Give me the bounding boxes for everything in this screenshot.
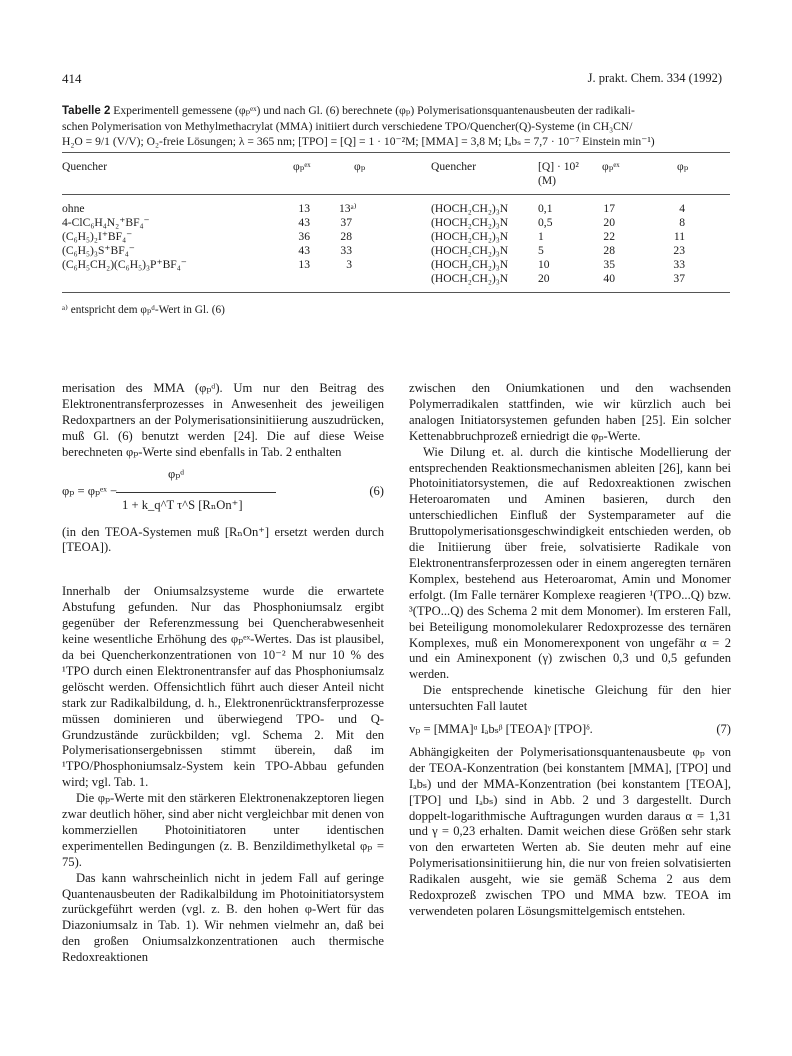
paragraph: zwischen den Oniumkationen und den wachsenden Polymerradikalen stattfinden, wie wir kürzlich auch bei analogen Initiatorsystemen gefunden haben [25]. Ein solcher Kettenabbruchprozeß erniedrigt die φₚ-Werte. [409,381,731,443]
eq6-number: (6) [369,483,384,498]
eq6-lhs: φₚ = φₚᵉˣ − [62,483,118,498]
table-cell: 20 [538,272,550,285]
table-cell: 13 [298,258,310,271]
table-cell: (C₆H₅)₃S⁺BF₄⁻ [62,244,135,257]
header-quencher-2: Quencher [431,160,477,173]
left-column [62,381,384,966]
table-cell: 36 [298,230,310,243]
table-cell: 23 [673,244,685,257]
eq6-fraction-bar [116,492,276,493]
table-cell: 0,5 [538,216,553,229]
table-cell: 43 [298,216,310,229]
table-cell: 33 [340,244,352,257]
table-cell: 20 [603,216,615,229]
table-cell: 4-ClC₆H₄N₂⁺BF₄⁻ [62,216,150,229]
header-phi-p-2: φₚ [677,160,689,173]
page-number: 414 [62,71,82,86]
table-cell: 37 [340,216,352,229]
paragraph: Die φₚ-Werte mit den stärkeren Elektronenakzeptoren liegen zwar deutlich höher, sind aber nicht vergleichbar mit denen von kommerziellen Photoinitiatoren unter identischen experimentellen Bedingungen (z. B. Benzildimethylketal φₚ = 75). [62,791,384,869]
table-cell: 3 [346,258,352,271]
section-gap [62,556,384,584]
table-cell: (C₆H₅)₂I⁺BF₄⁻ [62,230,133,243]
table-header-rule [62,194,730,195]
table-cell: 13 [298,202,310,215]
table-cell: ohne [62,202,85,215]
equation-7 [409,722,731,738]
eq6-denominator: 1 + k_q^T τ^S [RₙOn⁺] [122,497,243,512]
header-phi-ex: φₚᵉˣ [293,160,311,173]
table-cell: 28 [340,230,352,243]
table-cell: (HOCH₂CH₂)₃N [431,216,509,229]
right-column [409,381,731,920]
table-caption [62,103,730,149]
header-q-conc-unit: (M) [538,174,557,187]
table-cell: 11 [673,230,685,243]
paragraph: (in den TEOA-Systemen muß [RₙOn⁺] ersetzt werden durch [TEOA]). [62,524,384,555]
table-cell: 0,1 [538,202,553,215]
journal-reference: J. prakt. Chem. 334 (1992) [587,71,722,85]
paragraph: Wie Dilung et. al. durch die kintische Modellierung der entsprechenden Reaktionsmechanismen ableiten [26], kann bei Photoinitiatorsystemen, die auf Redoxreaktionen zwischen Heteroaromaten und Aminen basieren, durch den unterschiedlichen Einfluß der Systemparameter auf die Bruttopolymerisationsgeschwindigkeit entschieden werden, ob die Initiierung über freie, solvatisierte Radikale von Elektronentransferprozessen oder in einem angeregten ternären Komplex, bestehend aus Heteroaromat, Amin und Monomer erfolgt. (Im Falle ternärer Komplexe reagieren ¹(TPO...Q) bzw. ³(TPO...Q) des Schema 2 mit dem Monomer). Im ersteren Fall, bei Beteiligung monomolekularer Redoxprozesse des ternären Komplexes, muß ein Monomerexponent von ungefähr α = 2 und ein Aminexponent (γ) zwischen 0,3 und 0,5 gefunden werden. [409,444,731,682]
paragraph: merisation des MMA (φₚᵈ). Um nur den Beitrag des Elektronentransferprozesses in Anwesenheit des jeweiligen Redoxpartners an der Polymerisationsinitiierung auszudrücken, muß Gl. (6) benutzt werden [24]. Die auf diese Weise berechneten φₚ-Werte sind ebenfalls in Tab. 2 enthalten [62,381,384,459]
table-cell: 17 [603,202,615,215]
table-cell: 35 [603,258,615,271]
caption-line-1: Experimentell gemessene (φₚᵉˣ) und nach Gl. (6) berechnete (φₚ) Polymerisationsquantenausbeuten der radikali- [113,104,635,117]
table-cell: (HOCH₂CH₂)₃N [431,244,509,257]
table-bottom-rule [62,292,730,293]
table-cell: 37 [673,272,685,285]
paragraph: Das kann wahrscheinlich nicht in jedem Fall auf geringe Quantenausbeuten der Radikalbildung im Photoinitiatorsystem zurückgeführt werden (vgl. z. B. den hohen φ-Wert für das Diazoniumsalz in Tab. 1). Wir nehmen vielmehr an, daß bei den großen Oniumsalzkonzentrationen auch thermische Redoxreaktionen [62,870,384,965]
table-footnote: ᵃ⁾ entspricht dem φₚᵈ-Wert in Gl. (6) [62,304,225,316]
table-cell: 1 [538,230,544,243]
caption-line-2: schen Polymerisation von Methylmethacrylat (MMA) initiiert durch verschiedene TPO/Quencher(Q)-Systeme (in CH₃CN/ [62,120,633,133]
table-cell: (HOCH₂CH₂)₃N [431,202,509,215]
equation-6 [62,467,384,519]
table-cell: 43 [298,244,310,257]
table-cell: (HOCH₂CH₂)₃N [431,230,509,243]
table-cell: 22 [603,230,615,243]
caption-line-3: H₂O = 9/1 (V/V); O₂-freie Lösungen; λ = 365 nm; [TPO] = [Q] = 1 · 10⁻²M; [MMA] = 3,8 M; Iₐbₛ = 7,7 · 10⁻⁷ Einstein min⁻¹) [62,135,655,148]
table-cell: (HOCH₂CH₂)₃N [431,272,509,285]
table-top-rule [62,152,730,153]
table-cell: 4 [679,202,685,215]
table-cell: 5 [538,244,544,257]
table-cell: 8 [679,216,685,229]
table-cell: 33 [673,258,685,271]
header-phi-ex-2: φₚᵉˣ [602,160,620,173]
paragraph: Die entsprechende kinetische Gleichung für den hier untersuchten Fall lautet [409,683,731,714]
table-cell: (HOCH₂CH₂)₃N [431,258,509,271]
header-quencher: Quencher [62,160,108,173]
table-cell: 13ᵃ⁾ [339,202,357,215]
table-cell: 40 [603,272,615,285]
paragraph: Innerhalb der Oniumsalzsysteme wurde die erwartete Abstufung gefunden. Nur das Phosphoniumsalz ergibt gegenüber der Referenzmessung bei Quencherabwesenheit keine wesentliche Erhöhung des φₚᵉˣ-Wertes. Das ist plausibel, da bei Quencherkonzentrationen von 10⁻² M nur 10 % des ¹TPO durch einen Elektronentransfer auf das Phosphoniumsalz gelöscht werden. Offensichtlich führt auch dieser Anteil nicht stark zur Radikalbildung, d. h., Elektronenrücktransferprozesse müssen dominieren und überwiegend TPO- und Q-Grundzustände zurückbilden; vgl. Schema 2. Mit den Polymerisationsergebnissen stimmt überein, daß im ¹TPO/Phosphoniumsalz-System kein TPO-Abbau gefunden wird; vgl. Tab. 1. [62,584,384,790]
eq6-numerator: φₚᵈ [168,466,185,481]
header-phi-p: φₚ [354,160,366,173]
table-cell: 28 [603,244,615,257]
table-cell: (C₆H₅CH₂)(C₆H₅)₃P⁺BF₄⁻ [62,258,187,271]
header-q-conc: [Q] · 10² [538,160,579,173]
eq7-number: (7) [716,722,731,737]
table-cell: 10 [538,258,550,271]
eq7-body: vₚ = [MMA]ᵅ Iₐbₛᵝ [TEOA]ᵞ [TPO]ᵟ. [409,722,593,737]
table-label: Tabelle 2 [62,105,111,117]
paragraph: Abhängigkeiten der Polymerisationsquantenausbeute φₚ von der TEOA-Konzentration (bei konstantem [MMA], [TPO] und Iₐbₛ) und der MMA-Konzentration (bei konstantem [TEOA], [TPO] und Iₐbₛ) sind in Abb. 2 und 3 dargestellt. Durch doppelt-logarithmische Auftragungen wurden daraus α = 1,31 und γ = 0,23 erhalten. Damit weichen diese Größen sehr stark von den erwarteten Werten ab. Sie deuten mehr auf eine Polymerisationsinitiierung hin, die nur von freien solvatisierten Radikalen ausgeht, wie sie gemäß Schema 2 aus dem Redoxprozeß zwischen TPO und MMA bzw. TEOA im verwendeten polaren Lösungsmittelgemisch entstehen. [409,744,731,918]
